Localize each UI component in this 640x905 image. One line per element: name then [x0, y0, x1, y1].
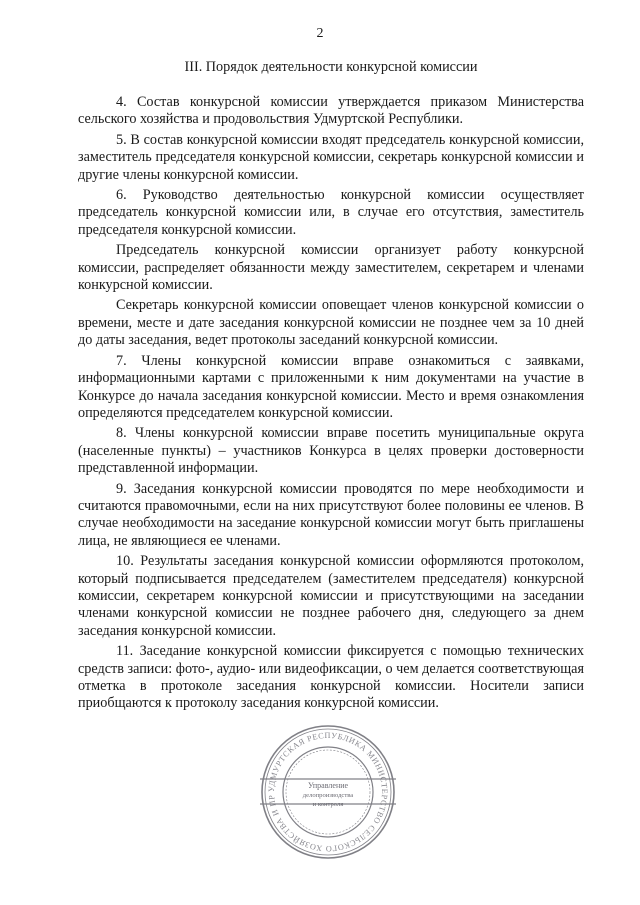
official-seal-stamp: [258, 722, 398, 862]
paragraph-item-8: 8. Члены конкурсной комиссии вправе посетить муниципальные округа (населенные пункты) – участников Конкурса в целях проверки достоверности представленной информации.: [78, 425, 584, 477]
seal-center-line-2: делопроизводства: [302, 792, 354, 799]
paragraph-item-4: 4. Состав конкурсной комиссии утверждается приказом Министерства сельского хозяйства и продовольствия Удмуртской Республики.: [78, 94, 584, 128]
seal-center-line-3: и контроля: [312, 801, 344, 808]
page-number: 2: [316, 26, 324, 41]
paragraph-item-5: 5. В состав конкурсной комиссии входят председатель конкурсной комиссии, заместитель председателя конкурсной комиссии, секретарь конкурсной комиссии и другие члены конкурсной комиссии.: [78, 131, 584, 183]
paragraph-item-11: 11. Заседание конкурсной комиссии фиксируется с помощью технических средств записи: фото-, аудио- или видеофиксации, о чем делается соответствующая отметка в протоколе заседания конкурсной комиссии. Носители записи приобщаются к протоколу заседания конкурсной комиссии.: [78, 643, 584, 712]
paragraph-secretary-duties: Секретарь конкурсной комиссии оповещает членов конкурсной комиссии о времени, месте и дате заседания конкурсной комиссии не позднее чем за 10 дней до даты заседания, ведет протоколы заседаний конкурсной комиссии.: [78, 297, 584, 349]
paragraph-item-10: 10. Результаты заседания конкурсной комиссии оформляются протоколом, который подписывается председателем (заместителем председателя) конкурсной комиссии, секретарем конкурсной комиссии и присутствующими на заседании членами конкурсной комиссии не позднее рабочего дня, следующего за днем заседания конкурсной комиссии.: [78, 553, 584, 639]
paragraph-item-7: 7. Члены конкурсной комиссии вправе ознакомиться с заявками, информационными картами с приложенными к ним документами на участие в Конкурсе до начала заседания конкурсной комиссии. Место и время ознакомления определяются председателем конкурсной комиссии.: [78, 352, 584, 421]
paragraph-chairman-duties: Председатель конкурсной комиссии организует работу конкурсной комиссии, распределяет обязанности между заместителем, секретарем и членами конкурсной комиссии.: [78, 242, 584, 294]
section-title: III. Порядок деятельности конкурсной комиссии: [184, 59, 478, 75]
paragraph-item-9: 9. Заседания конкурсной комиссии проводятся по мере необходимости и считаются правомочными, если на них присутствуют более половины ее членов. В случае необходимости на заседание конкурсной комиссии могут быть приглашены лица, не являющиеся ее членами.: [78, 480, 584, 549]
seal-center-line-1: Управление: [307, 781, 349, 790]
seal-ring-text: УДМУРТСКАЯ РЕСПУБЛИКА МИНИСТЕРСТВО СЕЛЬСКОГО ХОЗЯЙСТВА И ПР: [266, 730, 390, 854]
seal-graphic: [258, 722, 398, 862]
document-body: [78, 94, 584, 716]
paragraph-item-6: 6. Руководство деятельностью конкурсной комиссии осуществляет председатель конкурсной комиссии или, в случае его отсутствия, заместитель председателя конкурсной комиссии.: [78, 187, 584, 238]
